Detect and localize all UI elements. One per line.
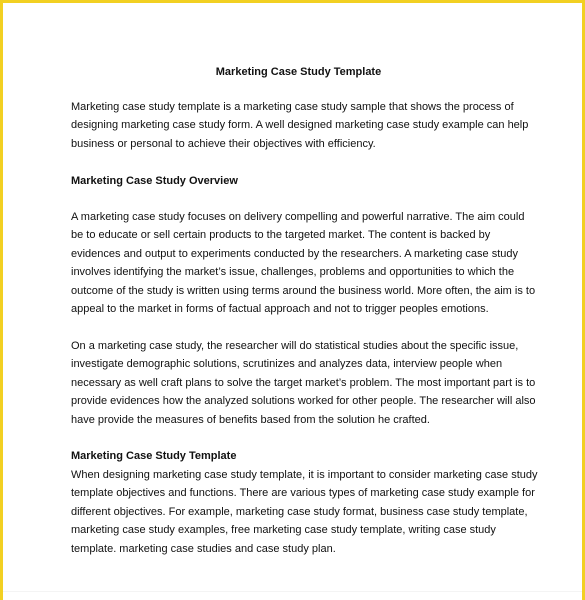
overview-p1-line-5: outcome of the study is written using terms around the business world. More often, the aim is to [71,284,536,297]
overview-p1-line-6: appeal to the market in forms of factual approach and not to trigger peoples emotions. [71,303,489,316]
overview-p2-line-3: necessary as well craft plans to solve the target market’s problem. The most important part is to [71,376,536,389]
overview-p2-line-4: provide evidences how the analyzed solutions worked for other people. The researcher will also [71,395,536,408]
intro-line-3: business or personal to achieve their objectives with efficiency. [71,137,376,150]
overview-p2-line-2: investigate demographic solutions, scrutinizes and analyzes data, interview people when [71,358,503,371]
template-paragraph [71,466,538,558]
page-bottom-edge [3,591,582,600]
overview-p1-line-1: A marketing case study focuses on delivery compelling and powerful narrative. The aim could [71,211,525,223]
overview-heading: Marketing Case Study Overview [71,175,238,187]
overview-paragraph-2 [71,337,536,429]
template-heading: Marketing Case Study Template [71,450,237,462]
overview-p2-line-1: On a marketing case study, the researcher will do statistical studies about the specific issue, [71,340,519,352]
intro-line-2: designing marketing case study form. A well designed marketing case study example can help [71,119,529,132]
template-line-5: template. marketing case studies and case study plan. [71,542,336,555]
template-line-4: marketing case study examples, free marketing case study template, writing case study [71,524,496,537]
intro-line-1: Marketing case study template is a marketing case study sample that shows the process of [71,101,514,113]
template-line-3: different objectives. For example, marketing case study format, business case study template, [71,505,528,518]
intro-paragraph [71,98,529,153]
overview-p2-line-5: have provide the measures of benefits based from the solution he crafted. [71,413,430,426]
overview-p1-line-2: be to educate or sell certain products to the targeted market. The content is backed by [71,229,491,242]
overview-paragraph-1 [71,208,536,318]
template-line-1: When designing marketing case study template, it is important to consider marketing case study [71,469,538,481]
document-title: Marketing Case Study Template [215,66,382,78]
template-line-2: template objectives and functions. There are various types of marketing case study example for [71,487,535,500]
overview-p1-line-4: involves identifying the market’s issue, challenges, problems and opportunities to which the [71,266,515,279]
overview-p1-line-3: evidences and output to experiments conducted by the researchers. A marketing case study [71,247,518,260]
